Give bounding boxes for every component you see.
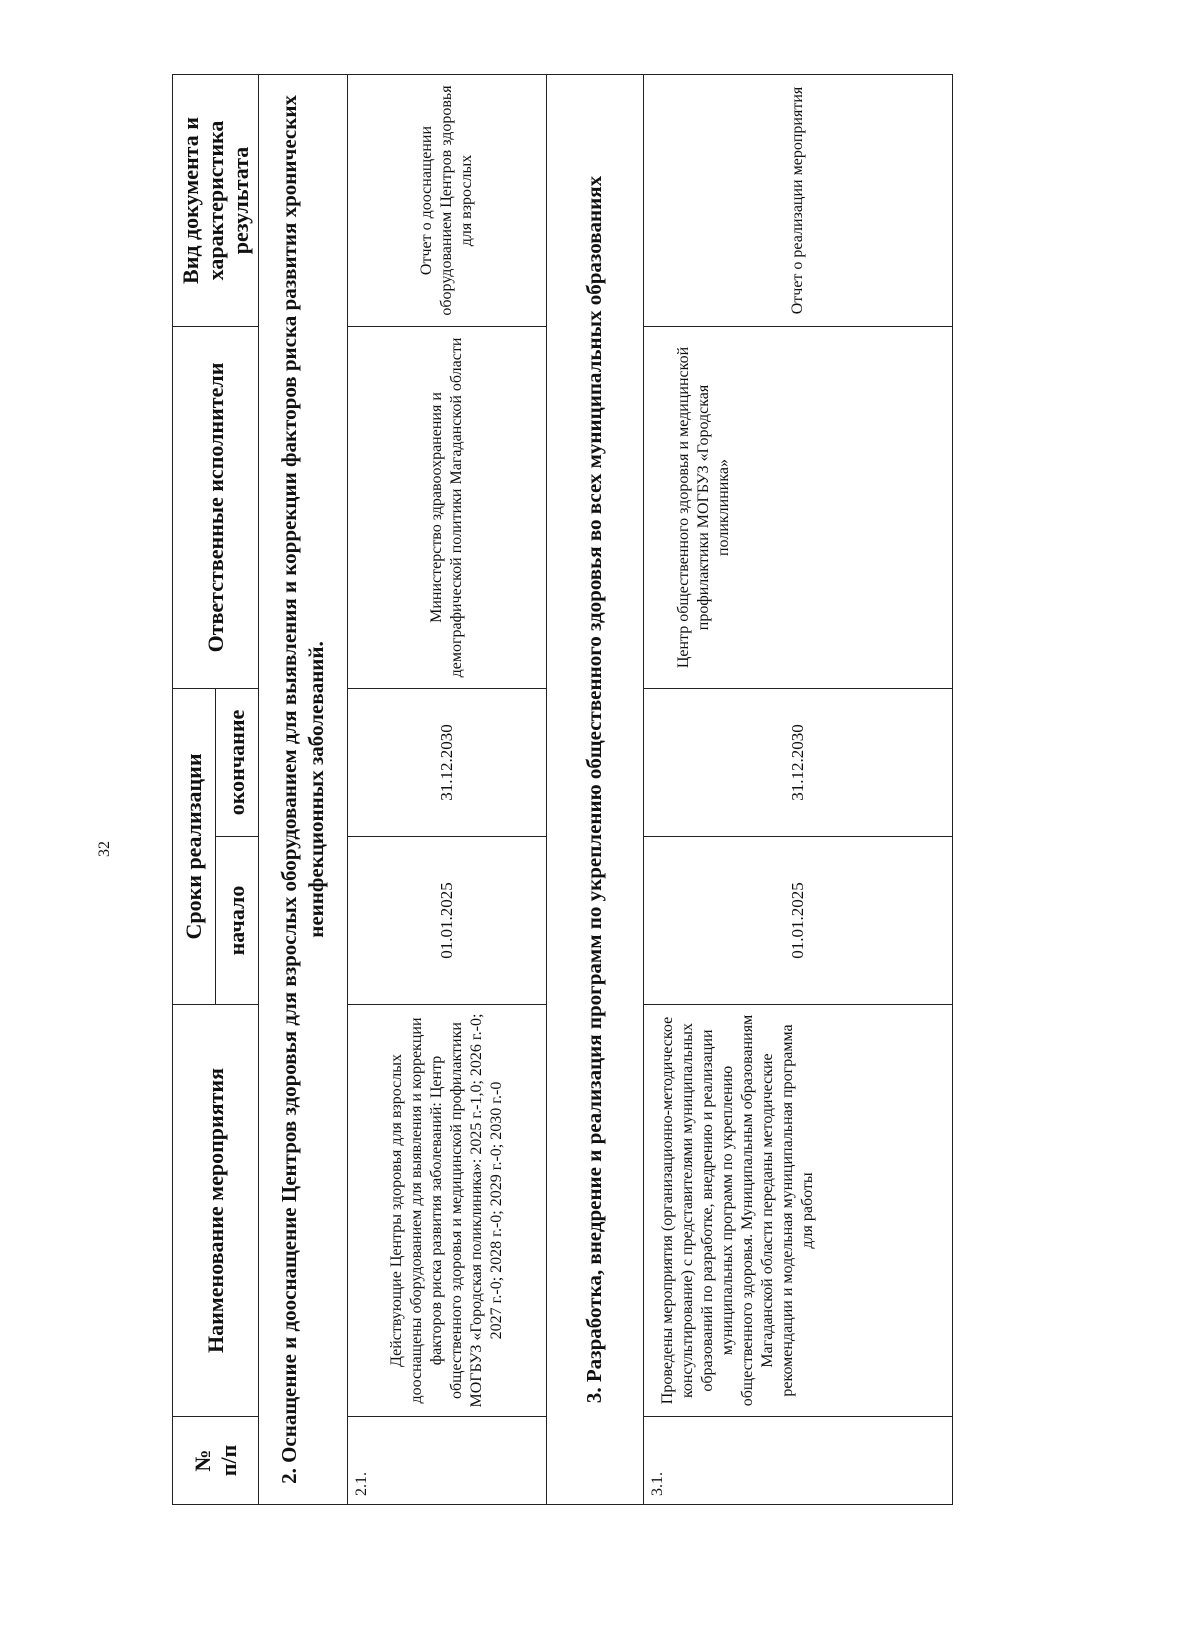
header-terms: Сроки реализации — [173, 689, 216, 1005]
header-doc: Вид документа и характеристика результата — [173, 75, 259, 327]
row-executors: Министерство здравоохранения и демографической политики Магаданской области — [348, 327, 547, 689]
page-number: 32 — [96, 841, 113, 857]
events-table — [172, 74, 953, 1505]
rotated-table-container — [172, 75, 1072, 1505]
section-row — [547, 75, 644, 1505]
header-executors: Ответственные исполнители — [173, 327, 259, 689]
section-title: 3. Разработка, внедрение и реализация программ по укреплению общественного здоровья во всех муниципальных образованиях — [547, 75, 644, 1505]
row-name: Действующие Центры здоровья для взрослых дооснащены оборудованием для выявления и коррекции факторов риска развития заболеваний: Центр общественного здоровья и медицинской профилактики МОГБУЗ «Городская поликлиника»: 2025 г.-1,0; 2026 г.-0; 2027 г.-0; 2028 г.-0; 2029 г.-0; 2030 г.-0 — [348, 1005, 547, 1417]
header-row — [173, 75, 216, 1505]
row-name: Проведены мероприятия (организационно-методическое консультирование) с представителями муниципальных образований по разработке, внедрению и реализации муниципальных программ по укреплению общественного здоровья. Муниципальным образованиям Магаданской области переданы методические рекомендации и модельная муниципальная программа для работы — [644, 1005, 953, 1417]
row-executors: Центр общественного здоровья и медицинской профилактики МОГБУЗ «Городская поликлиника» — [644, 327, 953, 689]
header-name: Наименование мероприятия — [173, 1005, 259, 1417]
section-row — [259, 75, 348, 1505]
row-document: Отчет о реализации мероприятия — [644, 75, 953, 327]
row-number: 2.1. — [348, 1417, 547, 1505]
header-end: окончание — [216, 689, 259, 837]
row-start-date: 01.01.2025 — [644, 837, 953, 1005]
section-title: 2. Оснащение и дооснащение Центров здоровья для взрослых оборудованием для выявления и коррекции факторов риска развития хронических неинфекционных заболеваний. — [259, 75, 348, 1505]
row-document: Отчет о дооснащении оборудованием Центров здоровья для взрослых — [348, 75, 547, 327]
header-start: начало — [216, 837, 259, 1005]
row-number: 3.1. — [644, 1417, 953, 1505]
table-row — [348, 75, 547, 1505]
row-end-date: 31.12.2030 — [644, 689, 953, 837]
header-num: № п/п — [173, 1417, 259, 1505]
table-row — [644, 75, 953, 1505]
row-start-date: 01.01.2025 — [348, 837, 547, 1005]
row-end-date: 31.12.2030 — [348, 689, 547, 837]
